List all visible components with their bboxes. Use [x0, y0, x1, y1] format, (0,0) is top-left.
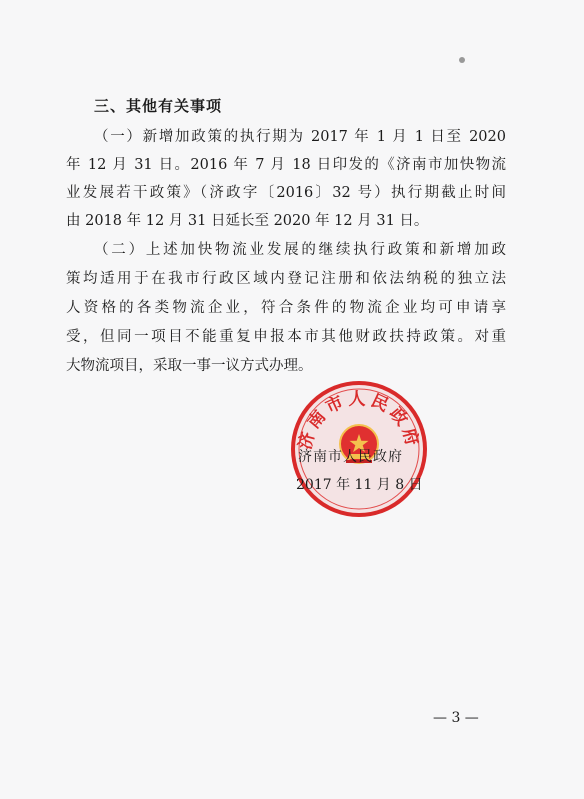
- paragraph-line: （一）新增加政策的执行期为 2017 年 1 月 1 日至 2020: [94, 129, 506, 145]
- paragraph-line: 年 12 月 31 日。2016 年 7 月 18 日印发的《济南市加快物流: [66, 157, 506, 173]
- scan-speck: [459, 57, 465, 63]
- paragraph-line: 由 2018 年 12 月 31 日延长至 2020 年 12 月 31 日。: [66, 213, 429, 229]
- paragraph-line: 大物流项目，采取一事一议方式办理。: [66, 358, 313, 374]
- issue-date: 2017 年 11 月 8 日: [296, 477, 423, 493]
- paragraph-line: 受，但同一项目不能重复申报本市其他财政扶持政策。对重: [66, 329, 506, 345]
- page-number: — 3 —: [433, 710, 479, 726]
- section-heading: 三、其他有关事项: [94, 97, 223, 115]
- paragraph-line: 人资格的各类物流企业，符合条件的物流企业均可申请享: [66, 300, 506, 316]
- paragraph-line: （二）上述加快物流业发展的继续执行政策和新增加政: [94, 242, 506, 258]
- seal-text: 济南市人民政府: [295, 389, 423, 452]
- paragraph-line: 策均适用于在我市行政区域内登记注册和依法纳税的独立法: [66, 271, 506, 287]
- issuer-name: 济南市人民政府: [298, 449, 403, 465]
- paragraph-line: 业发展若干政策》（济政字〔2016〕32 号）执行期截止时间: [66, 185, 506, 201]
